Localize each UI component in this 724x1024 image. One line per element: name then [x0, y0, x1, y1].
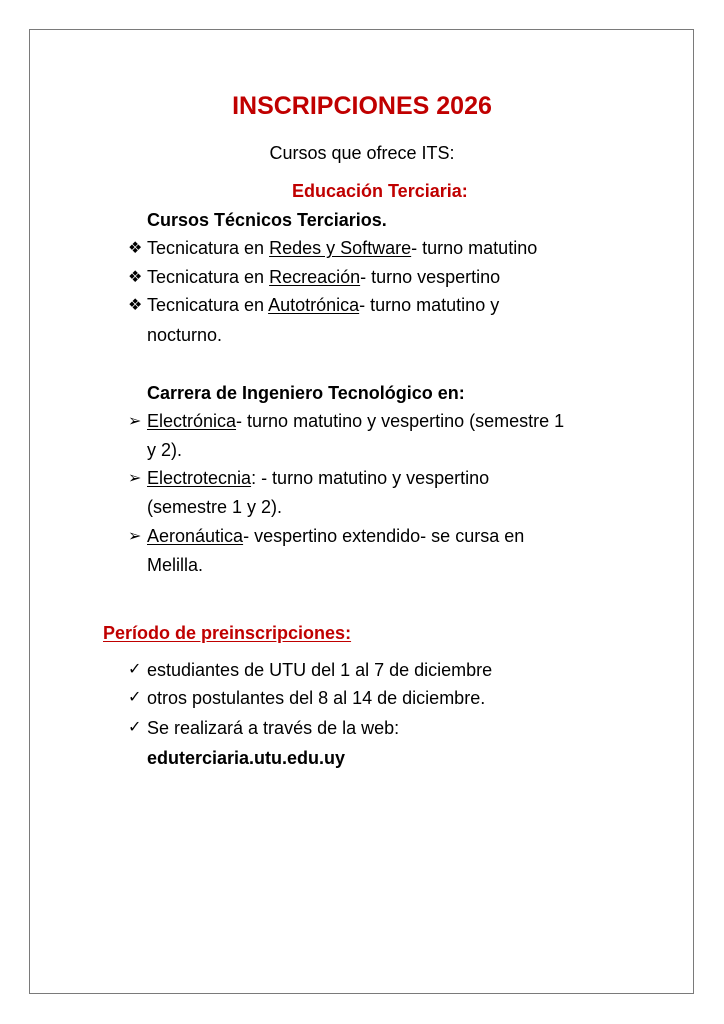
item-prefix: Tecnicatura en [147, 295, 269, 315]
four-diamond-icon: ❖ [128, 297, 143, 314]
list-item [147, 412, 564, 430]
career-name: Electrotecnia [147, 468, 252, 488]
list-item: Se realizará a través de la web: [147, 718, 400, 738]
list-item [147, 527, 524, 545]
list-item [147, 239, 537, 257]
list-item [147, 296, 499, 314]
checkmark-icon: ✓ [128, 689, 142, 706]
subtitle: Cursos que ofrece ITS: [269, 143, 455, 163]
course-name: Autotrónica [268, 295, 360, 315]
item-continuation: (semestre 1 y 2). [147, 497, 283, 517]
checkmark-icon: ✓ [128, 661, 142, 678]
website-url[interactable]: eduterciaria.utu.edu.uy [147, 748, 346, 768]
arrowhead-icon: ➢ [128, 528, 142, 545]
preinscripciones-heading: Período de preinscripciones: [103, 623, 352, 643]
four-diamond-icon: ❖ [128, 269, 143, 286]
item-suffix: - turno vespertino [360, 267, 501, 287]
item-prefix: Tecnicatura en [147, 267, 270, 287]
arrowhead-icon: ➢ [128, 470, 142, 487]
item-continuation: Melilla. [147, 555, 204, 575]
career-name: Aeronáutica [147, 526, 244, 546]
item-suffix: - turno matutino y vespertino (semestre 1 [236, 411, 565, 431]
checkmark-icon: ✓ [128, 719, 142, 736]
list-item [147, 469, 489, 487]
item-suffix: - turno matutino y [359, 295, 500, 315]
item-continuation: y 2). [147, 440, 183, 460]
item-suffix: : - turno matutino y vespertino [251, 468, 490, 488]
item-prefix: Tecnicatura en [147, 238, 270, 258]
list-item: estudiantes de UTU del 1 al 7 de diciembre [147, 660, 493, 680]
arrowhead-icon: ➢ [128, 413, 142, 430]
terciaria-heading: Educación Terciaria: [292, 181, 468, 201]
course-name: Redes y Software [269, 238, 412, 258]
four-diamond-icon: ❖ [128, 240, 143, 257]
page-title: INSCRIPCIONES 2026 [232, 92, 492, 120]
page-border [29, 29, 694, 994]
course-name: Recreación [269, 267, 361, 287]
list-item [147, 268, 500, 286]
terciaria-subheading: Cursos Técnicos Terciarios. [147, 210, 387, 230]
list-item: otros postulantes del 8 al 14 de diciembre. [147, 688, 486, 708]
ingeniero-heading: Carrera de Ingeniero Tecnológico en: [147, 383, 465, 403]
item-suffix: - turno matutino [411, 238, 538, 258]
career-name: Electrónica [147, 411, 237, 431]
item-continuation: nocturno. [147, 325, 223, 345]
item-suffix: - vespertino extendido- se cursa en [243, 526, 525, 546]
